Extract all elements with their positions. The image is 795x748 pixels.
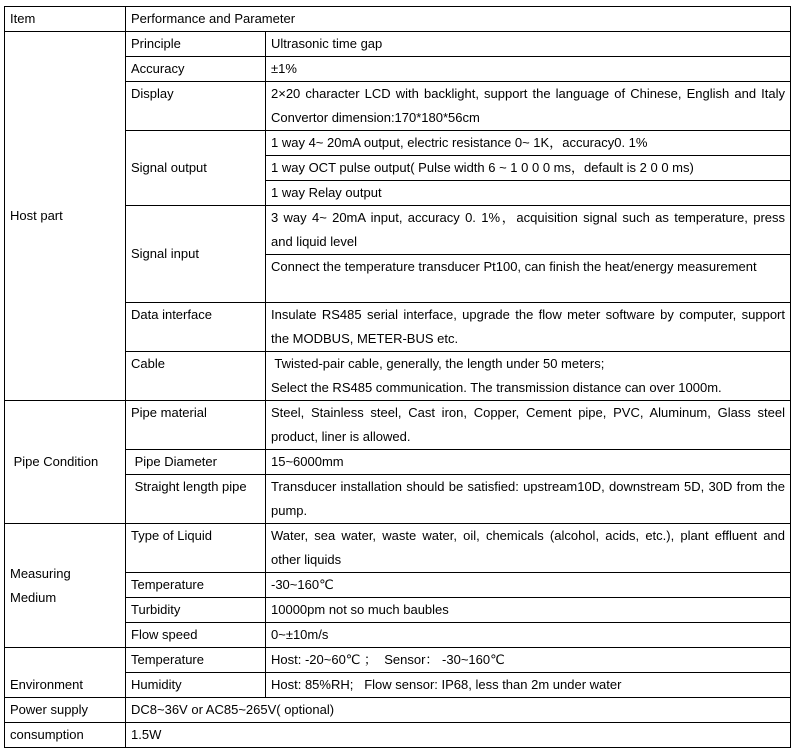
straight-length-label: Straight length pipe: [126, 475, 266, 524]
power-supply-label: Power supply: [5, 698, 126, 723]
signal-output-label: Signal output: [126, 131, 266, 206]
table-row: [5, 648, 791, 673]
principle-label: Principle: [126, 32, 266, 57]
data-interface-value: Insulate RS485 serial interface, upgrade the flow meter software by computer, support the MODBUS, METER-BUS etc.: [266, 303, 791, 352]
signal-output-value-3: 1 way Relay output: [266, 181, 791, 206]
data-interface-label: Data interface: [126, 303, 266, 352]
header-item: Item: [5, 7, 126, 32]
flow-speed-value: 0~±10m/s: [266, 623, 791, 648]
cable-value: [266, 352, 791, 401]
signal-output-value-1: 1 way 4~ 20mA output, electric resistance 0~ 1K，accuracy0. 1%: [266, 131, 791, 156]
consumption-value: 1.5W: [126, 723, 791, 748]
humidity-label: Humidity: [126, 673, 266, 698]
pipe-material-value: Steel, Stainless steel, Cast iron, Copper, Cement pipe, PVC, Aluminum, Glass steel product, liner is allowed.: [266, 401, 791, 450]
flow-speed-label: Flow speed: [126, 623, 266, 648]
pipe-condition-label: Pipe Condition: [5, 401, 126, 524]
cable-label: Cable: [126, 352, 266, 401]
table-row: [5, 32, 791, 57]
accuracy-value: ±1%: [266, 57, 791, 82]
signal-output-value-2: 1 way OCT pulse output( Pulse width 6 ~ 1 0 0 0 ms，default is 2 0 0 ms): [266, 156, 791, 181]
pipe-diameter-value: 15~6000mm: [266, 450, 791, 475]
spec-table: [4, 6, 791, 748]
turbidity-value: 10000pm not so much baubles: [266, 598, 791, 623]
liquid-type-value: Water, sea water, waste water, oil, chemicals (alcohol, acids, etc.), plant effluent and other liquids: [266, 524, 791, 573]
principle-value: Ultrasonic time gap: [266, 32, 791, 57]
medium-temperature-value: -30~160℃: [266, 573, 791, 598]
pipe-material-label: Pipe material: [126, 401, 266, 450]
medium-temperature-label: Temperature: [126, 573, 266, 598]
header-performance: Performance and Parameter: [126, 7, 791, 32]
display-value: 2×20 character LCD with backlight, support the language of Chinese, English and Italy Convertor dimension:170*180*56cm: [266, 82, 791, 131]
accuracy-label: Accuracy: [126, 57, 266, 82]
table-row: [5, 698, 791, 723]
table-row: [5, 524, 791, 573]
measuring-medium-label: Measuring Medium: [5, 524, 126, 648]
straight-length-value: Transducer installation should be satisfied: upstream10D, downstream 5D, 30D from the pump.: [266, 475, 791, 524]
consumption-label: consumption: [5, 723, 126, 748]
humidity-value: Host: 85%RH; Flow sensor: IP68, less than 2m under water: [266, 673, 791, 698]
env-temperature-value: Host: -20~60℃ ； Sensor： -30~160℃: [266, 648, 791, 673]
liquid-type-label: Type of Liquid: [126, 524, 266, 573]
power-supply-value: DC8~36V or AC85~265V( optional): [126, 698, 791, 723]
pipe-diameter-label: Pipe Diameter: [126, 450, 266, 475]
environment-label: Environment: [5, 648, 126, 698]
cable-line-1: Twisted-pair cable, generally, the length under 50 meters;: [271, 356, 605, 371]
display-label: Display: [126, 82, 266, 131]
env-temperature-label: Temperature: [126, 648, 266, 673]
signal-input-label: Signal input: [126, 206, 266, 303]
turbidity-label: Turbidity: [126, 598, 266, 623]
signal-input-value-1: 3 way 4~ 20mA input, accuracy 0. 1%，acquisition signal such as temperature, press and liquid level: [266, 206, 791, 255]
host-part-label: Host part: [5, 32, 126, 401]
signal-input-value-2: Connect the temperature transducer Pt100, can finish the heat/energy measurement: [266, 255, 791, 303]
table-header-row: [5, 7, 791, 32]
cable-line-2: Select the RS485 communication. The transmission distance can over 1000m.: [271, 380, 722, 395]
table-row: [5, 401, 791, 450]
